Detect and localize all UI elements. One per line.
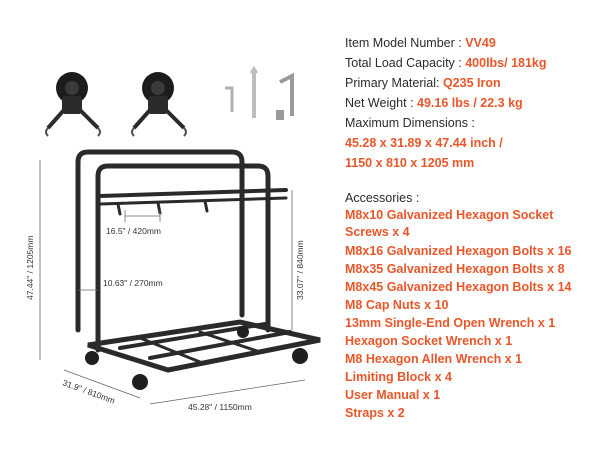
- dim-arm: 16.5" / 420mm: [106, 226, 161, 236]
- dimensions-metric: 1150 x 810 x 1205 mm: [345, 156, 475, 170]
- dim-depth: 31.9" / 810mm: [61, 377, 117, 406]
- dim-width: 45.28" / 1150mm: [188, 402, 252, 412]
- cart-frame: [78, 152, 320, 370]
- spec-label: Net Weight :: [345, 96, 418, 110]
- spec-model: [345, 35, 496, 51]
- dimensions-title: Maximum Dimensions :: [345, 116, 475, 130]
- accessory-item: Limiting Block x 4: [345, 370, 452, 384]
- dim-height: 47.44" / 1205mm: [25, 235, 35, 300]
- accessory-item: 13mm Single-End Open Wrench x 1: [345, 316, 556, 330]
- spec-weight: [345, 95, 523, 111]
- spec-label: Item Model Number :: [345, 36, 466, 50]
- dim-side: 10.63" / 270mm: [103, 278, 163, 288]
- accessory-item: M8 Cap Nuts x 10: [345, 298, 449, 312]
- accessory-item: Straps x 2: [345, 406, 405, 420]
- accessory-item: Hexagon Socket Wrench x 1: [345, 334, 513, 348]
- accessory-item: Screws x 4: [345, 225, 410, 239]
- accessories-title: Accessories :: [345, 191, 420, 205]
- spec-label: Total Load Capacity :: [345, 56, 466, 70]
- accessory-item: M8x35 Galvanized Hexagon Bolts x 8: [345, 262, 565, 276]
- spec-label: Primary Material:: [345, 76, 443, 90]
- spec-value: Q235 Iron: [442, 76, 501, 90]
- accessory-item: M8x45 Galvanized Hexagon Bolts x 14: [345, 280, 572, 294]
- strap-icon: [46, 72, 100, 136]
- accessory-item: M8x16 Galvanized Hexagon Bolts x 16: [345, 244, 572, 258]
- dim-inner-height: 33.07" / 840mm: [295, 240, 305, 300]
- open-wrench-icon: [250, 66, 258, 118]
- dimensions-imperial: 45.28 x 31.89 x 47.44 inch /: [345, 136, 503, 150]
- allen-key-icon: [225, 88, 232, 112]
- accessory-item: M8x10 Galvanized Hexagon Socket: [345, 208, 554, 222]
- spec-material: [345, 75, 501, 91]
- socket-wrench-icon: [276, 76, 292, 120]
- spec-value: 49.16 lbs / 22.3 kg: [417, 96, 523, 110]
- spec-value: VV49: [465, 36, 496, 50]
- strap-icon: [132, 72, 186, 136]
- spec-load: [345, 55, 547, 71]
- spec-value: 400lbs/ 181kg: [465, 56, 547, 70]
- accessory-item: User Manual x 1: [345, 388, 441, 402]
- accessory-item: M8 Hexagon Allen Wrench x 1: [345, 352, 523, 366]
